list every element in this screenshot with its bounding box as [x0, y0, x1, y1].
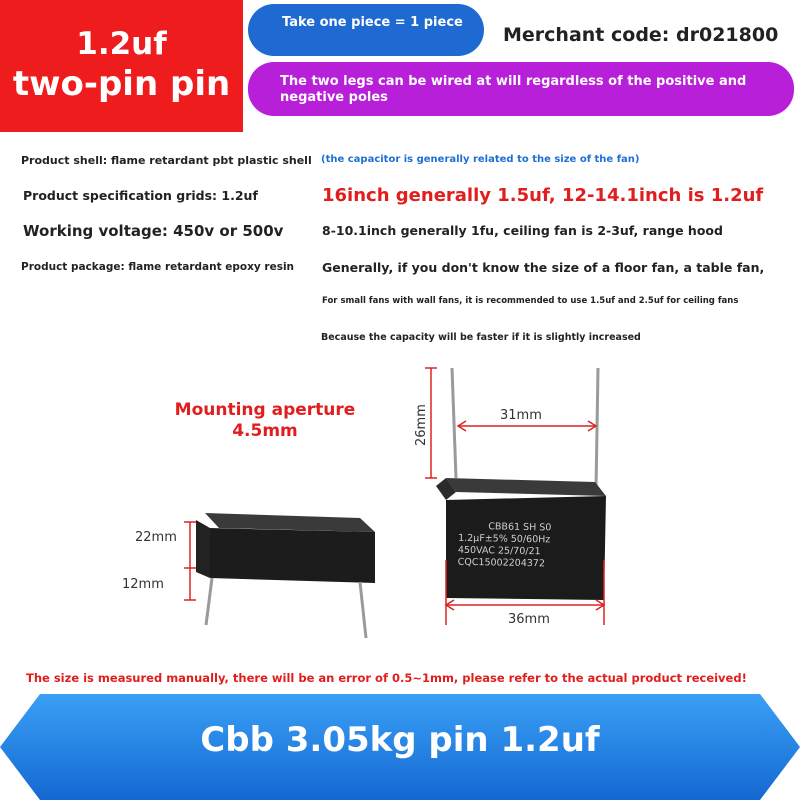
note-unknown-size: Generally, if you don't know the size of a floor fan, a table fan,: [322, 260, 765, 275]
mounting-aperture-size: 4.5mm: [232, 421, 298, 441]
quantity-text: Take one piece = 1 piece: [282, 15, 463, 30]
dim-pin-spacing: 31mm: [500, 408, 542, 423]
dim-height-side: 22mm: [135, 530, 177, 545]
capacitor-cert: CQC15002204372: [457, 556, 546, 570]
spec-shell: Product shell: flame retardant pbt plastic shell: [21, 154, 312, 167]
note-fan-size: (the capacitor is generally related to the size of the fan): [321, 154, 640, 165]
capacitor-model: CBB61 SH S0: [488, 521, 552, 534]
measurement-warning: The size is measured manually, there will be an error of 0.5~1mm, please refer to the actual product received!: [26, 671, 747, 685]
dim-pin-height: 26mm: [414, 404, 429, 446]
capacitor-print: [458, 521, 599, 571]
polarity-text: The two legs can be wired at will regardless of the positive and negative poles: [280, 74, 747, 105]
mounting-aperture-title: Mounting aperture: [174, 400, 356, 420]
note-highlight: 16inch generally 1.5uf, 12-14.1inch is 1.2uf: [322, 185, 764, 206]
capacitor-rating: 1.2µF±5% 50/60Hz: [458, 532, 551, 546]
spec-voltage: Working voltage: 450v or 500v: [23, 222, 284, 240]
note-recommendation: For small fans with wall fans, it is recommended to use 1.5uf and 2.5uf for ceiling fans: [322, 296, 739, 306]
capacitor-voltage: 450VAC 25/70/21: [457, 544, 541, 558]
dim-width: 36mm: [508, 612, 550, 627]
merchant-code: Merchant code: dr021800: [503, 24, 779, 46]
note-capacity: Because the capacity will be faster if it is slightly increased: [321, 332, 641, 343]
dim-pin-length: 12mm: [122, 577, 164, 592]
note-small-fans: 8-10.1inch generally 1fu, ceiling fan is 2-3uf, range hood: [322, 223, 723, 238]
badge-capacitance: 1.2uf: [76, 26, 167, 62]
capacitor-side-view: [196, 513, 375, 638]
badge-pin-type: two-pin pin: [12, 64, 231, 104]
side-dimension-lines: [184, 522, 196, 600]
spec-package: Product package: flame retardant epoxy resin: [21, 261, 295, 273]
spec-grid: Product specification grids: 1.2uf: [23, 188, 258, 203]
banner-text: Cbb 3.05kg pin 1.2uf: [200, 720, 600, 760]
